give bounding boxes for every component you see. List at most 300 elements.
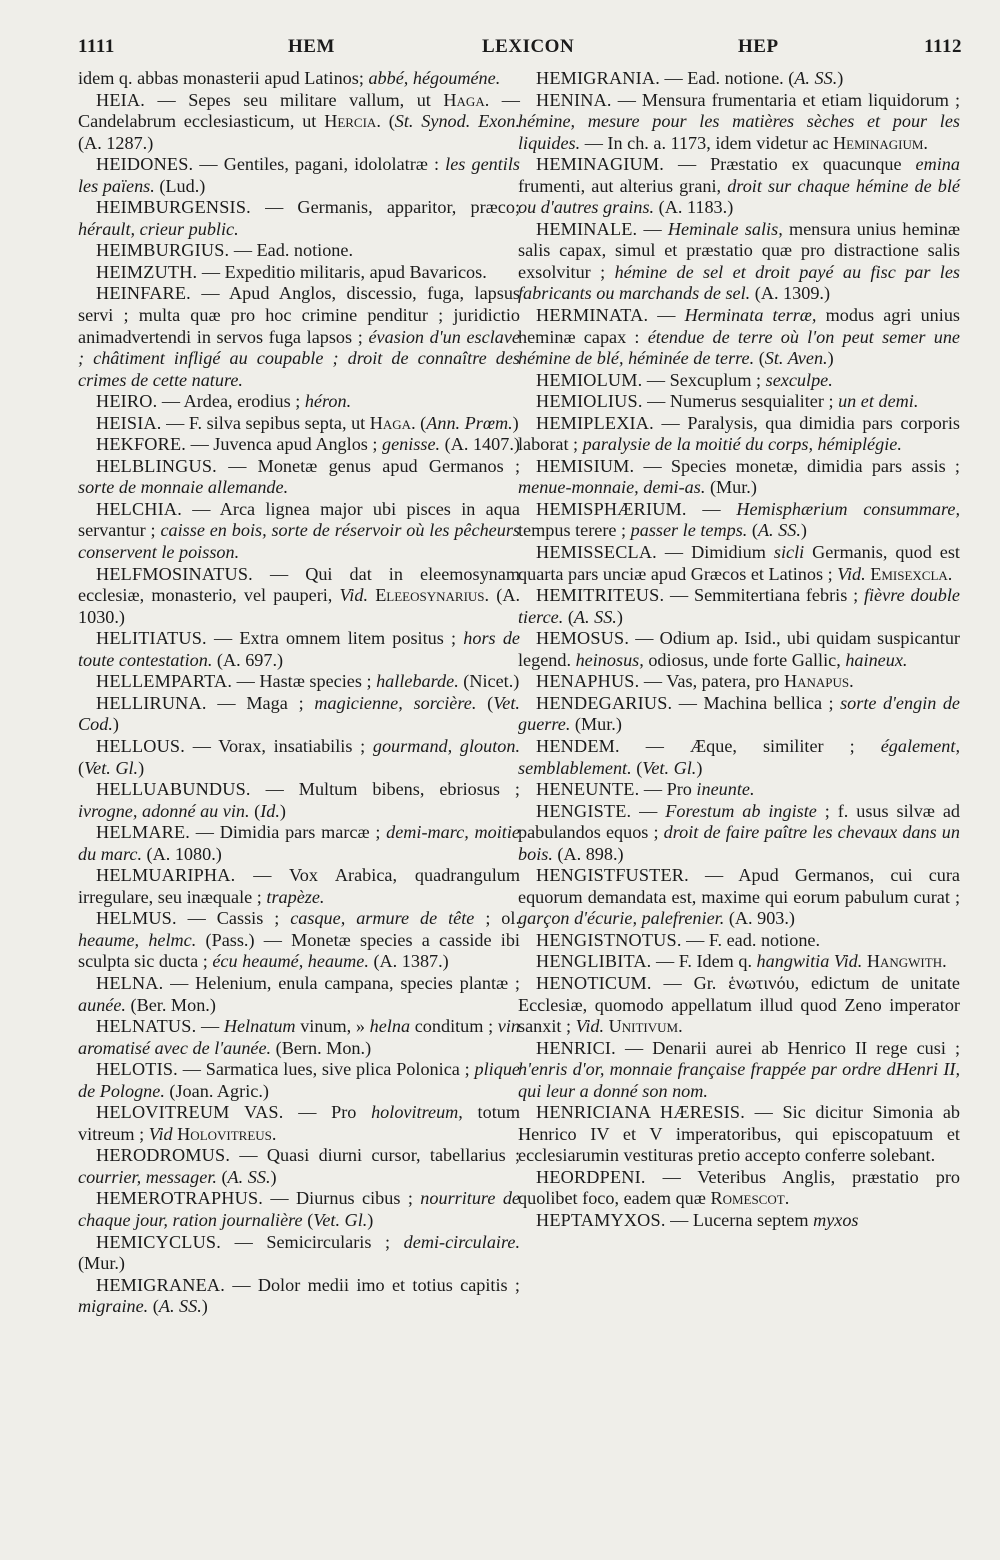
entry-headword: HEKFORE. <box>96 434 187 455</box>
dictionary-entry <box>78 391 520 413</box>
dictionary-entry <box>518 391 960 413</box>
entry-text: ) <box>367 1209 374 1230</box>
dictionary-entry <box>518 370 960 392</box>
entry-headword: HEMISIUM. <box>536 455 635 476</box>
entry-italic-text: caisse en bois, sorte de réservoir où les pêcheurs conservent le poisson. <box>78 520 520 563</box>
dictionary-entry <box>518 154 960 219</box>
entry-italic-text: Vet. Gl. <box>642 757 697 778</box>
entry-text: (A. 1309.) <box>750 283 831 304</box>
entry-text: . <box>923 132 928 153</box>
entry-text: tempus terere ; <box>518 520 631 541</box>
dictionary-entry <box>518 305 960 370</box>
dictionary-entry <box>518 628 960 671</box>
entry-headword: HEMIGRANIA. <box>536 68 660 88</box>
entry-text: — Semmitertiana febris ; <box>664 585 864 606</box>
entry-italic-text: courrier, messager. <box>78 1166 217 1187</box>
entry-text: . ( <box>376 111 395 132</box>
dictionary-entry <box>78 1059 520 1102</box>
dictionary-entry <box>78 1275 520 1318</box>
dictionary-entry <box>78 197 520 240</box>
entry-cross-reference: Hangwith <box>866 951 943 972</box>
guide-word-left: HEM <box>288 36 335 57</box>
entry-text: ; ol. <box>474 908 520 929</box>
entry-italic-text: casque, armure de tête <box>290 908 475 929</box>
dictionary-entry <box>518 1167 960 1210</box>
dictionary-entry <box>518 456 960 499</box>
entry-headword: HEMINALE. <box>536 218 638 239</box>
entry-text: — Dimidium <box>656 542 774 563</box>
entry-italic-text: demi-marc, moitie du marc. <box>78 822 520 864</box>
entry-text: — <box>631 800 666 821</box>
entry-text: — Helenium, enula campana, species plantæ ; <box>163 972 520 993</box>
entry-italic-text: Vid. <box>575 1016 605 1037</box>
entry-text: (A. 1287.) <box>78 132 154 153</box>
entry-italic-text: Vet. Cod. <box>78 692 520 735</box>
entry-italic-text: nourriture de chaque jour, ration journalière <box>78 1188 520 1230</box>
dictionary-entry <box>518 736 960 779</box>
entry-headword: HEMOSUS. <box>536 628 630 649</box>
entry-headword: HEIMZUTH. <box>96 261 198 282</box>
dictionary-entry <box>78 973 520 1016</box>
dictionary-entry <box>518 219 960 305</box>
entry-italic-text: abbé, hégouméne. <box>368 68 501 88</box>
entry-text: ( <box>563 606 574 627</box>
entry-text: (A. 1387.) <box>368 951 449 972</box>
entry-text: ( <box>631 757 643 778</box>
entry-text: — Gr. ἑνωτινόυ, edictum de unitate Ecclesiæ, quomodo appellatum illud quod Zeno imperator sanxit ; <box>518 972 960 1037</box>
entry-text: ) <box>112 714 119 735</box>
entry-text: — Qui dat in eleemosynam ecclesiæ, monasterio, vel pauperi, <box>78 563 520 606</box>
entry-headword: HELLIRUNA. <box>96 692 207 713</box>
entry-text: — Monetæ genus apud Germanos ; <box>216 455 520 476</box>
entry-text: . ( <box>411 412 427 433</box>
dictionary-entry <box>78 90 520 155</box>
dictionary-entry <box>518 801 960 866</box>
dictionary-entry <box>518 865 960 930</box>
entry-text: — Pro <box>283 1102 372 1123</box>
entry-headword: HEMIOLIUS. <box>536 391 643 412</box>
entry-italic-text: Vid. <box>339 585 368 606</box>
entry-text: . (A. 1030.) <box>78 585 520 627</box>
entry-headword: HEIMBURGENSIS. <box>96 197 251 218</box>
entry-text: conditum ; <box>410 1016 498 1037</box>
entry-italic-text: genisse. <box>382 434 441 455</box>
entry-italic-text: h'enris d'or, monnaie française frappée par ordre dHenri II, qui leur a donné son nom. <box>518 1059 960 1101</box>
entry-headword: HENAPHUS. <box>536 671 640 692</box>
entry-text: — Gentiles, pagani, idololatræ : <box>193 154 446 175</box>
entry-italic-text: Herminata terræ, <box>684 305 817 326</box>
dictionary-entry <box>78 628 520 671</box>
entry-italic-text: garçon d'écurie, palefrenier. <box>518 908 725 929</box>
dictionary-entry <box>518 1102 960 1167</box>
entry-text: ) <box>837 68 844 88</box>
entry-italic-text: heinosus, <box>575 649 644 670</box>
entry-text: (Mur.) <box>705 477 757 498</box>
entry-headword: HEMISPHÆRIUM. <box>536 498 687 519</box>
entry-headword: HENDEGARIUS. <box>536 692 673 713</box>
entry-headword: HENGLIBITA. <box>536 951 652 972</box>
entry-italic-text: Helnatum <box>223 1016 296 1037</box>
entry-italic-text: Id. <box>260 800 280 821</box>
entry-text: — Præstatio ex quacunque <box>664 154 916 175</box>
dictionary-entry <box>78 1102 520 1145</box>
entry-text: . — Candelabrum ecclesiasticum, ut <box>78 89 520 132</box>
dictionary-entry <box>518 585 960 628</box>
entry-text: — Veteribus Anglis, præstatio pro quolibet foco, eadem quæ <box>518 1166 960 1209</box>
entry-text: — Æque, similiter ; <box>619 735 881 756</box>
entry-text: ) <box>616 606 623 627</box>
entry-text: Germanis, quod est quarta pars unciæ apud Græcos et Latinos ; <box>518 542 960 584</box>
entry-text: — Sarmatica lues, sive plica Polonica ; <box>177 1059 475 1080</box>
entry-italic-text: A. SS. <box>757 520 801 541</box>
entry-headword: HELOVITREUM VAS. <box>96 1102 284 1123</box>
entry-text: — Mensura frumentaria et etiam liquidorum ; <box>611 89 960 110</box>
entry-cross-reference: Holovitreus <box>177 1123 272 1144</box>
entry-text: . <box>942 951 947 972</box>
entry-italic-text: sexculpe. <box>765 369 833 390</box>
entry-text: — Dimidia pars marcæ ; <box>190 822 387 843</box>
entry-text: totum vitreum ; <box>78 1102 520 1144</box>
entry-headword: HELFMOSINATUS. <box>96 563 253 584</box>
entry-headword: HELNATUS. <box>96 1016 197 1037</box>
entry-text: — Extra omnem litem positus ; <box>206 628 464 649</box>
entry-headword: HELITIATUS. <box>96 628 207 649</box>
entry-text: — Diurnus cibus ; <box>263 1188 421 1209</box>
entry-text: ) <box>279 800 286 821</box>
entry-italic-text: helna <box>369 1016 411 1037</box>
dictionary-entry <box>78 262 520 284</box>
dictionary-entry <box>518 499 960 542</box>
entry-text: — F. ead. notione. <box>681 929 821 950</box>
entry-headword: HEIDONES. <box>96 154 194 175</box>
entry-text: ( <box>754 348 765 369</box>
dictionary-entry <box>78 499 520 564</box>
entry-headword: HELMUARIPHA. <box>96 865 236 886</box>
entry-italic-text: étendue de terre où l'on peut semer une hémine de blé, héminée de terre. <box>518 326 960 369</box>
entry-italic-text: aunée. <box>78 994 126 1015</box>
entry-text: modus agri unius heminæ capax : <box>518 305 960 347</box>
entry-text: — Denarii aurei ab Henrico II rege cusi ; <box>615 1037 960 1058</box>
entry-italic-text: migraine. <box>78 1296 149 1317</box>
entry-cross-reference: Haga <box>369 412 412 433</box>
entry-headword: HENGISTFUSTER. <box>536 865 689 886</box>
entry-italic-text: menue-monnaie, demi-as. <box>518 477 706 498</box>
entry-text: — Vas, patera, pro <box>639 671 784 692</box>
entry-italic-text: plique de Pologne. <box>78 1059 520 1101</box>
entry-text: ( <box>302 1209 314 1230</box>
dictionary-entry <box>518 671 960 693</box>
entry-text: (Mur.) <box>78 1253 125 1274</box>
left-column <box>78 68 520 1318</box>
entry-text: — Numerus sesquialiter ; <box>642 391 839 412</box>
entry-italic-text: A. SS. <box>573 606 617 627</box>
entry-text: — Ardea, erodius ; <box>157 391 305 412</box>
entry-italic-text: demi-circulaire. <box>403 1231 520 1252</box>
entry-headword: HEORDPENI. <box>536 1166 646 1187</box>
entry-cross-reference: Haga <box>443 89 485 110</box>
entry-headword: HELBLINGUS. <box>96 455 217 476</box>
dictionary-entry <box>518 951 960 973</box>
entry-italic-text: un et demi. <box>838 391 919 412</box>
entry-headword: HEMIGRANEA. <box>96 1274 225 1295</box>
entry-text: (Mur.) <box>570 714 622 735</box>
entry-text: . <box>271 1123 277 1144</box>
entry-text: odiosus, unde forte Gallic, <box>643 649 846 670</box>
entry-italic-text: myxos <box>813 1209 859 1230</box>
entry-text: — Germanis, apparitor, præco; <box>250 197 520 218</box>
entry-italic-text: hémine de sel et droit payé au fisc par les fabricants ou marchands de sel. <box>518 261 960 304</box>
entry-text: (A. 1407.) <box>440 434 520 455</box>
entry-headword: HELMUS. <box>96 908 177 929</box>
entry-headword: HEISIA. <box>96 412 162 433</box>
dictionary-entry <box>518 930 960 952</box>
entry-text: — Machina bellica ; <box>672 692 841 713</box>
dictionary-entry <box>518 779 960 801</box>
entry-text: — Ead. notione. ( <box>659 68 795 88</box>
entry-text: . <box>678 1016 683 1037</box>
entry-text: — F. silva sepibus septa, ut <box>161 412 370 433</box>
entry-text: — F. Idem q. <box>651 951 757 972</box>
entry-text: mensura unius heminæ salis capax, simul et præstatio quæ pro distractione salis exsolvitur ; <box>518 218 960 282</box>
entry-headword: HENDEM. <box>536 735 620 756</box>
entry-headword: HEMEROTRAPHUS. <box>96 1188 264 1209</box>
entry-italic-text: hémine, mesure pour les matières sèches et pour les liquides. <box>518 111 960 153</box>
dictionary-entry <box>78 68 520 90</box>
entry-text: vinum, » <box>295 1016 370 1037</box>
entry-text: ) <box>696 757 703 778</box>
entry-italic-text: haineux. <box>845 649 908 670</box>
entry-italic-text: emina <box>915 154 960 175</box>
entry-text: ( <box>148 1296 159 1317</box>
entry-text: — Juvenca apud Anglos ; <box>186 434 383 455</box>
entry-italic-text: gourmand, glouton. <box>372 735 520 756</box>
entry-text: — Sepes seu militare vallum, ut <box>144 89 444 110</box>
running-head <box>0 36 1000 66</box>
entry-text: (A. 697.) <box>212 649 284 670</box>
dictionary-entry <box>78 1016 520 1059</box>
entry-text: ( <box>216 1166 228 1187</box>
entry-text: idem q. abbas monasterii apud Latinos; <box>78 68 369 88</box>
entry-headword: HEMINAGIUM. <box>536 154 664 175</box>
entry-text: (A. 898.) <box>552 843 624 864</box>
entry-text: — Sic dicitur Simonia ab Henrico IV et V imperatoribus, qui episcopatuum et ecclesiarumin vestituras pretio accepto conferre solebant. <box>518 1102 960 1166</box>
entry-italic-text: Vet. Gl. <box>313 1209 368 1230</box>
entry-italic-text: ineunte. <box>696 779 755 800</box>
entry-cross-reference: Emisexcla <box>870 563 948 584</box>
entry-headword: HENGISTE. <box>536 800 632 821</box>
entry-italic-text: ivrogne, adonné au vin. <box>78 800 250 821</box>
entry-headword: HEINFARE. <box>96 283 191 304</box>
dictionary-entry <box>518 413 960 456</box>
entry-text: (A. 903.) <box>724 908 795 929</box>
entry-text: — Odium ap. Isid., ubi quidam suspicantur legend. <box>518 628 960 670</box>
right-column <box>518 68 960 1232</box>
entry-italic-text: paralysie de la moitié du corps, hémiplégie. <box>582 434 902 455</box>
entry-italic-text: écu heaumé, heaume. <box>212 951 369 972</box>
entry-text: ( <box>476 692 494 713</box>
page-number-left: 1111 <box>78 36 115 57</box>
entry-text: — Vox Arabica, quadrangulum irregulare, seu inæquale ; <box>78 865 520 907</box>
entry-headword: HENRICI. <box>536 1037 616 1058</box>
entry-text: — Arca lignea major ubi pisces in aqua servantur ; <box>78 498 520 541</box>
entry-headword: HENGISTNOTUS. <box>536 929 682 950</box>
entry-italic-text: hangwitia Vid. <box>756 951 863 972</box>
entry-text: — Species monetæ, dimidia pars assis ; <box>634 455 960 476</box>
entry-text: — Quasi diurni cursor, tabellarius ; <box>230 1145 520 1166</box>
entry-text: — Sexcuplum ; <box>642 369 766 390</box>
entry-text: ( <box>78 757 85 778</box>
dictionary-entry <box>518 1210 960 1232</box>
page-title: LEXICON <box>482 36 575 57</box>
entry-italic-text: hérault, crieur public. <box>78 218 239 239</box>
dictionary-entry <box>78 564 520 629</box>
entry-italic-text: heaume, helmc. <box>78 929 197 950</box>
entry-text: (Lud.) <box>154 175 206 196</box>
entry-headword: HELLEMPARTA. <box>96 671 233 692</box>
entry-text: ) <box>270 1166 277 1187</box>
entry-cross-reference: Unitivum <box>608 1016 679 1037</box>
dictionary-entry <box>78 456 520 499</box>
entry-text: — Cassis ; <box>176 908 291 929</box>
entry-text: ) <box>800 520 807 541</box>
entry-italic-text: sicli <box>773 542 805 563</box>
entry-text: — <box>196 1016 224 1037</box>
entry-italic-text: fièvre double tierce. <box>518 585 960 627</box>
entry-text: — <box>686 498 737 519</box>
entry-text: (A. 1183.) <box>654 197 734 218</box>
entry-italic-text: héron. <box>304 391 352 412</box>
dictionary-entry <box>518 542 960 585</box>
dictionary-entry <box>78 434 520 456</box>
dictionary-entry <box>78 865 520 908</box>
entry-text: — Multum bibens, ebriosus ; <box>250 779 520 800</box>
entry-italic-text: St. Aven. <box>764 348 828 369</box>
entry-italic-text: A. SS. <box>794 68 838 88</box>
entry-text: — Paralysis, qua dimidia pars corporis laborat ; <box>518 412 960 455</box>
entry-headword: HEMITRITEUS. <box>536 585 665 606</box>
dictionary-entry <box>518 973 960 1038</box>
entry-headword: HENRICIANA HÆRESIS. <box>536 1102 745 1123</box>
entry-text: (Joan. Agric.) <box>164 1080 269 1101</box>
entry-text: — Ead. notione. <box>229 240 354 261</box>
entry-italic-text: magicienne, sorcière. <box>314 692 477 713</box>
entry-italic-text: Forestum ab ingiste <box>665 800 817 821</box>
entry-text: — <box>637 218 668 239</box>
entry-cross-reference: Hanapus <box>783 671 850 692</box>
entry-italic-text: Ann. Prœm. <box>426 412 513 433</box>
entry-text: (Pass.) — Monetæ species a casside ibi sculpta sic ducta ; <box>78 929 520 972</box>
entry-italic-text: hors de toute contestation. <box>78 628 520 670</box>
page-number-right: 1112 <box>924 36 962 57</box>
dictionary-entry <box>78 1188 520 1231</box>
entry-text: ; f. usus silvæ ad pabulandos equos ; <box>518 800 961 843</box>
entry-cross-reference: Romescot <box>710 1188 785 1209</box>
entry-italic-text: Vet. Gl. <box>84 757 139 778</box>
entry-text: ) <box>827 348 834 369</box>
entry-text: — Apud Germanos, cui cura equorum demandata est, maxime qui eorum pabulum curat ; <box>518 865 960 907</box>
entry-italic-text: les gentils les païens. <box>78 154 520 196</box>
entry-text: ) <box>512 412 519 433</box>
dictionary-entry <box>518 1038 960 1103</box>
entry-italic-text: Heminale salis, <box>667 218 783 239</box>
entry-italic-text: droit de faire paître les chevaux dans un bois. <box>518 822 960 864</box>
entry-headword: HEIA. <box>96 89 145 110</box>
entry-text: — Expeditio militaris, apud Bavaricos. <box>197 261 487 282</box>
entry-headword: HELMARE. <box>96 822 191 843</box>
entry-italic-text: A. SS. <box>158 1296 202 1317</box>
entry-headword: HEPTAMYXOS. <box>536 1209 666 1230</box>
dictionary-entry <box>78 693 520 736</box>
entry-italic-text: passer le temps. <box>630 520 748 541</box>
dictionary-entry <box>78 908 520 973</box>
entry-italic-text: Hemisphærium consummare, <box>736 498 961 519</box>
entry-italic-text: également, semblablement. <box>518 735 960 778</box>
entry-italic-text: évasion d'un esclave ; châtiment infligé au coupable ; droit de connaître des crimes de cette nature. <box>78 326 520 390</box>
entry-italic-text: A. SS. <box>227 1166 271 1187</box>
entry-text: — <box>648 305 685 326</box>
dictionary-entry <box>518 693 960 736</box>
entry-italic-text: Vid. <box>837 563 866 584</box>
entry-headword: HENOTICUM. <box>536 972 652 993</box>
entry-text: — Dolor medii imo et totius capitis ; <box>225 1274 520 1295</box>
entry-italic-text: hallebarde. <box>376 671 459 692</box>
entry-text: frumenti, aut alterius grani, <box>518 175 728 196</box>
entry-text: — Vorax, insatiabilis ; <box>185 735 373 756</box>
dictionary-entry <box>78 154 520 197</box>
entry-headword: HEMIOLUM. <box>536 369 643 390</box>
entry-cross-reference: Eleeosynarius <box>375 585 485 606</box>
dictionary-entry <box>78 671 520 693</box>
entry-italic-text: holovitreum, <box>371 1102 463 1123</box>
entry-text: — Lucerna septem <box>665 1209 814 1230</box>
entry-headword: HEIRO. <box>96 391 158 412</box>
entry-text: . <box>784 1188 790 1209</box>
entry-text: (Bern. Mon.) <box>271 1037 372 1058</box>
entry-headword: HEMIPLEXIA. <box>536 412 654 433</box>
entry-text: . <box>849 671 854 692</box>
entry-headword: HERMINATA. <box>536 305 649 326</box>
entry-text: ) <box>201 1296 208 1317</box>
entry-headword: HERODROMUS. <box>96 1145 231 1166</box>
entry-headword: HENEUNTE. <box>536 779 640 800</box>
dictionary-entry <box>78 1145 520 1188</box>
entry-headword: HELOTIS. <box>96 1059 178 1080</box>
entry-text: (A. 1080.) <box>141 843 222 864</box>
dictionary-entry <box>78 822 520 865</box>
entry-text: — Pro <box>639 779 697 800</box>
entry-italic-text: St. Synod. Exon. <box>394 111 521 132</box>
entry-headword: HELNA. <box>96 972 164 993</box>
entry-text: — Apud Anglos, discessio, fuga, lapsus servi ; multa quæ pro hoc crimine penditur ; juridictio animadvertendi in servos fuga lapsos ; <box>78 283 520 347</box>
dictionary-entry <box>78 736 520 779</box>
dictionary-entry <box>78 413 520 435</box>
entry-italic-text: sorte de monnaie allemande. <box>78 477 289 498</box>
dictionary-entry <box>78 1232 520 1275</box>
entry-text: — Maga ; <box>206 692 315 713</box>
entry-text: (Ber. Mon.) <box>125 994 216 1015</box>
entry-text: . <box>947 563 953 584</box>
entry-text: — Semicircularis ; <box>220 1231 404 1252</box>
dictionary-entry <box>518 68 960 90</box>
entry-text: — In ch. a. 1173, idem videtur ac <box>580 132 834 153</box>
entry-cross-reference: Heminagium <box>833 132 924 153</box>
entry-headword: HEMISSECLA. <box>536 542 657 563</box>
entry-headword: HELCHIA. <box>96 498 182 519</box>
entry-text: (Nicet.) <box>458 671 520 692</box>
entry-italic-text: trapèze. <box>266 886 325 907</box>
entry-text: ) <box>138 757 145 778</box>
entry-headword: HELLUABUNDUS. <box>96 779 251 800</box>
